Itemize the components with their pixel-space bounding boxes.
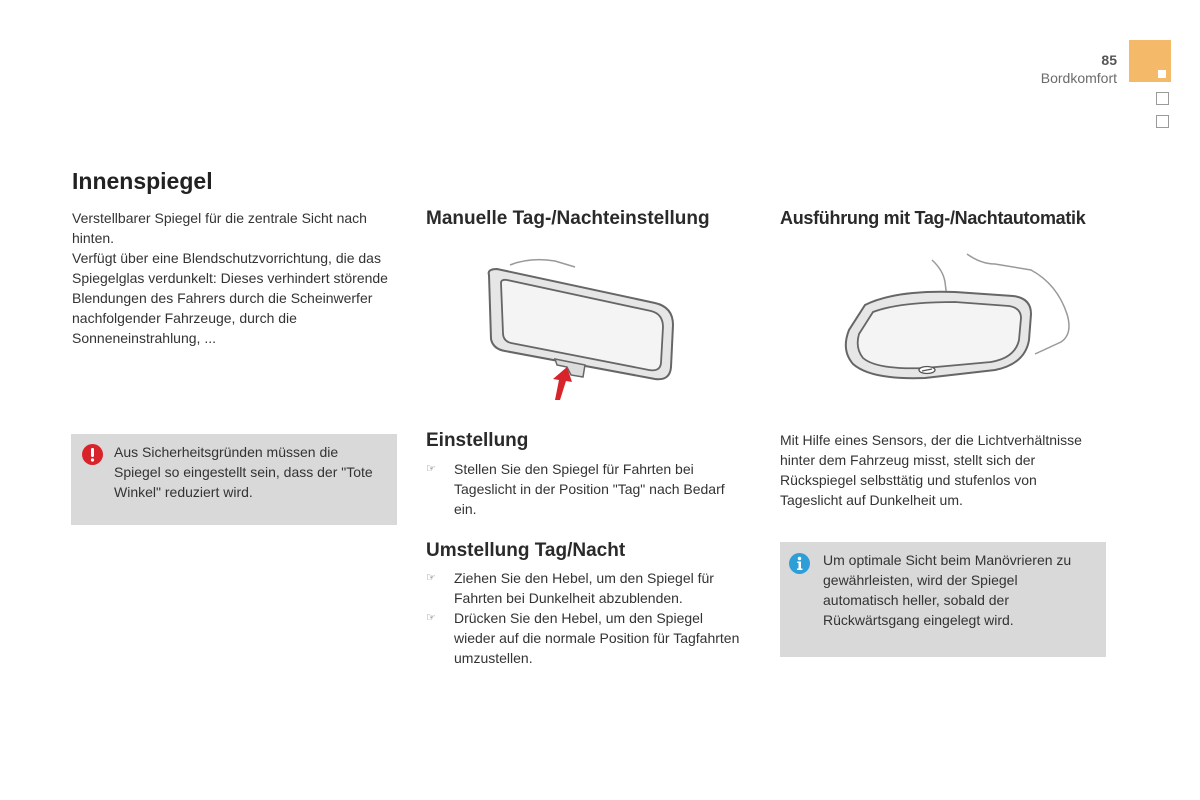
automatic-mirror-figure xyxy=(835,250,1085,390)
page-number: 85 xyxy=(1101,52,1117,68)
list-item xyxy=(426,459,746,519)
manual-mirror-figure xyxy=(475,255,695,405)
page-title: Innenspiegel xyxy=(72,168,213,194)
umstellung-list xyxy=(426,568,746,668)
chapter-tab-marker xyxy=(1158,70,1166,78)
info-icon xyxy=(789,553,810,574)
intro-text xyxy=(72,208,402,348)
warning-text: Aus Sicherheitsgründen müssen die Spiegel so eingestellt sein, dass der "Tote Winkel" reduziert wird. xyxy=(114,444,373,500)
einstellung-list xyxy=(426,459,746,519)
list-item-text: Stellen Sie den Spiegel für Fahrten bei Tageslicht in der Position "Tag" nach Bedarf ein. xyxy=(454,461,725,517)
warning-icon xyxy=(82,444,103,465)
umstellung-heading: Umstellung Tag/Nacht xyxy=(426,540,626,561)
list-item-text: Ziehen Sie den Hebel, um den Spiegel für Fahrten bei Dunkelheit abzublenden. xyxy=(454,570,714,606)
list-item xyxy=(426,568,746,608)
intro-paragraph: Verstellbarer Spiegel für die zentrale Sicht nach hinten. xyxy=(72,210,367,246)
intro-paragraph: Verfügt über eine Blendschutzvorrichtung, die das Spiegelglas verdunkelt: Dieses verhindert störende Blendungen des Fahrers durch die Scheinwerfer nachfolgender Fahrzeuge, durch die Sonneneinstrahlung, ... xyxy=(72,250,388,346)
pointer-hand-icon: ☞ xyxy=(426,612,436,624)
chapter-tab-box xyxy=(1156,115,1169,128)
pointer-hand-icon: ☞ xyxy=(426,463,436,475)
list-item xyxy=(426,608,746,668)
section-title: Bordkomfort xyxy=(1040,70,1117,86)
pointer-hand-icon: ☞ xyxy=(426,572,436,584)
manual-heading: Manuelle Tag-/Nachteinstellung xyxy=(426,208,710,229)
list-item-text: Drücken Sie den Hebel, um den Spiegel wieder auf die normale Position für Tagfahrten umzustellen. xyxy=(454,610,740,666)
light-sensor-icon xyxy=(919,367,935,374)
chapter-tab-box xyxy=(1156,92,1169,105)
info-text: Um optimale Sicht beim Manövrieren zu gewährleisten, wird der Spiegel automatisch heller, sobald der Rückwärtsgang eingelegt wird. xyxy=(823,552,1072,628)
einstellung-heading: Einstellung xyxy=(426,430,529,451)
automatic-description: Mit Hilfe eines Sensors, der die Lichtverhältnisse hinter dem Fahrzeug misst, stellt sich der Rückspiegel selbsttätig und stufenlos von Tageslicht auf Dunkelheit um. xyxy=(780,432,1082,508)
automatic-heading: Ausführung mit Tag-/Nachtautomatik xyxy=(780,208,1086,228)
